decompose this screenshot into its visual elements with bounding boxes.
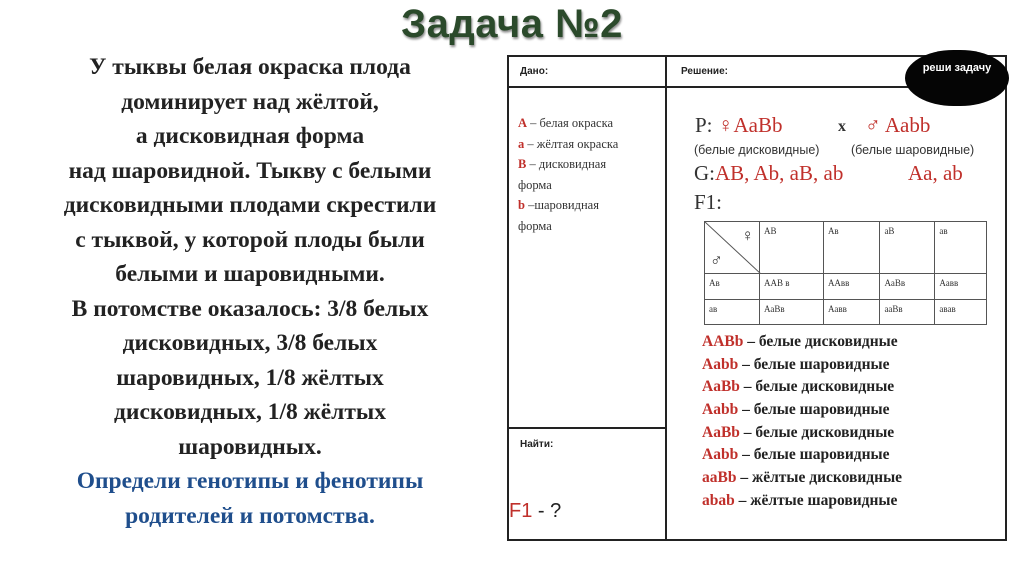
find-value: F1 - ? <box>509 500 562 522</box>
problem-line: шаровидных, 1/8 жёлтых <box>116 364 384 391</box>
g-label: G: <box>694 161 715 185</box>
punnett-cell: ААвв <box>823 274 880 300</box>
cross-sign: x <box>838 118 846 135</box>
p-label: P: <box>695 113 713 137</box>
list-item: AaBb – белые дисковидные <box>702 378 895 396</box>
given-item: А – белая окраска <box>518 116 614 130</box>
problem-line: с тыквой, у которой плоды были <box>75 226 425 253</box>
punnett-cell: АаВв <box>760 299 824 325</box>
problem-line: дисковидными плодами скрестили <box>63 192 437 218</box>
f1-label: F1: <box>694 190 723 214</box>
problem-line: над шаровидной. Тыкву с белыми <box>68 157 432 184</box>
problem-line: В потомстве оказалось: 3/8 белых <box>71 295 429 322</box>
punnett-corner <box>705 222 760 274</box>
column-divider <box>665 55 667 541</box>
question-line: родителей и потомства. <box>125 502 375 529</box>
problem-line: дисковидных, 1/8 жёлтых <box>114 399 386 425</box>
male-phenotype: (белые шаровидные) <box>851 143 975 157</box>
list-item: Aabb – белые шаровидные <box>702 401 890 419</box>
given-item: форма <box>518 177 552 192</box>
male-symbol-icon: ♂ <box>865 113 881 137</box>
find-divider <box>507 427 667 429</box>
punnett-cell: Аавв <box>935 274 987 300</box>
solve-task-label: реши задачу <box>922 62 992 74</box>
punnett-row-header: ав <box>705 299 760 325</box>
list-item: AaBb – белые дисковидные <box>702 423 895 441</box>
list-item: abab – жёлтые шаровидные <box>702 491 898 509</box>
problem-text <box>6 50 494 533</box>
problem-line: У тыквы белая окраска плода <box>89 54 411 80</box>
given-list <box>518 113 660 236</box>
given-item: форма <box>518 218 552 233</box>
list-item: Aabb – белые шаровидные <box>702 355 890 373</box>
male-parent <box>865 113 930 138</box>
problem-line: дисковидных, 3/8 белых <box>122 330 378 356</box>
punnett-col-header: ав <box>935 222 987 274</box>
punnett-col-header: аВ <box>880 222 935 274</box>
punnett-cell: ААВ в <box>760 274 824 300</box>
problem-line: белыми и шаровидными. <box>115 261 385 287</box>
punnett-cell: АаВв <box>880 274 935 300</box>
punnett-row-header: Ав <box>705 274 760 300</box>
speech-bubble <box>905 50 1009 106</box>
male-symbol-icon: ♂ <box>710 251 723 270</box>
problem-line: доминирует над жёлтой, <box>121 88 379 115</box>
question-line: Определи генотипы и фенотипы <box>76 468 424 494</box>
gametes-line <box>694 161 843 186</box>
male-genotype: Aabb <box>884 113 931 137</box>
punnett-cell: Аавв <box>823 299 880 325</box>
punnett-grid <box>704 221 987 325</box>
list-item: Aabb – белые шаровидные <box>702 446 890 464</box>
page-title: Задача №2 <box>401 2 623 46</box>
list-item: aaBb – жёлтые дисковидные <box>702 469 903 487</box>
punnett-col-header: АВ <box>760 222 824 274</box>
punnett-cell: ааВв <box>880 299 935 325</box>
given-item: b –шаровидная <box>518 198 599 212</box>
female-symbol-icon: ♀ <box>717 113 734 137</box>
given-item: В – дисковидная <box>518 157 607 171</box>
female-genotype: AaBb <box>733 113 783 137</box>
solution-header: Решение: <box>681 66 728 77</box>
given-item: а – жёлтая окраска <box>518 136 619 151</box>
female-gametes: AB, Ab, aB, ab <box>715 161 844 185</box>
punnett-cell: авав <box>935 299 987 325</box>
female-symbol-icon: ♀ <box>741 226 754 245</box>
parents-line <box>695 113 783 138</box>
problem-line: шаровидных. <box>178 433 322 460</box>
problem-line: а дисковидная форма <box>135 123 365 149</box>
punnett-col-header: Ав <box>823 222 880 274</box>
list-item: AABb – белые дисковидные <box>702 333 898 350</box>
male-gametes: Aa, ab <box>908 161 963 185</box>
offspring-list <box>702 333 902 515</box>
given-header: Дано: <box>520 66 549 77</box>
find-header: Найти: <box>520 439 554 450</box>
female-phenotype: (белые дисковидные) <box>694 143 820 157</box>
